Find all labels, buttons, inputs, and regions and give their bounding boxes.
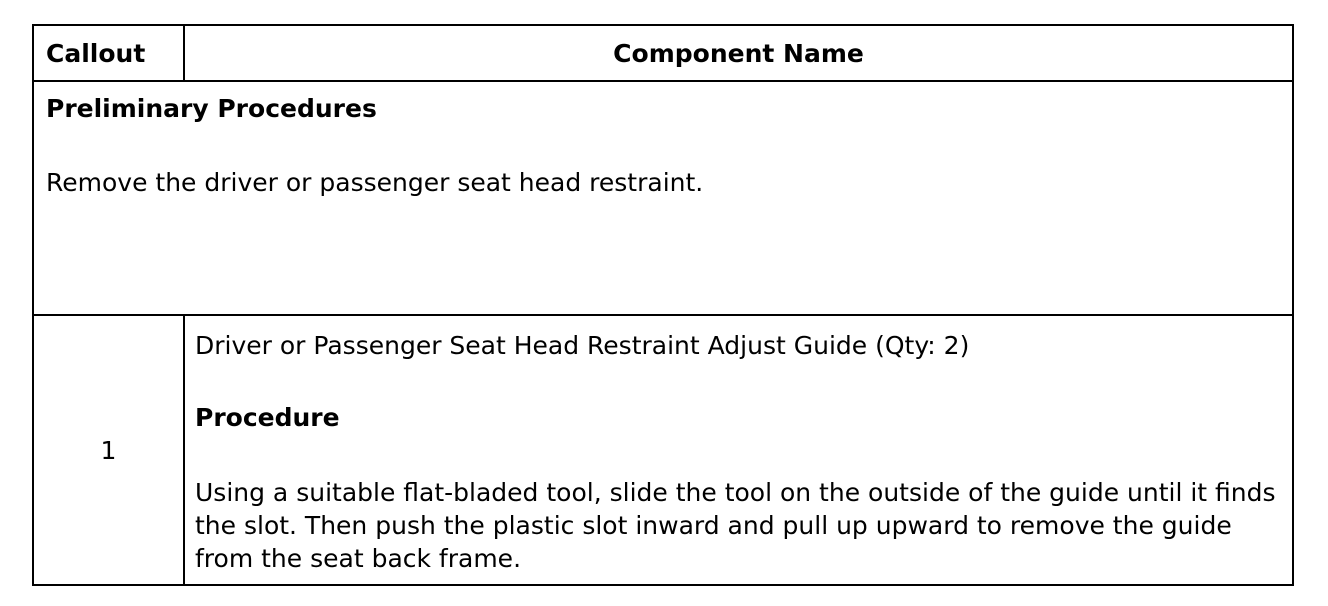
procedure-text: Using a suitable flat-bladed tool, slide the tool on the outside of the guide until it finds the slot. Then push the plastic slot inward and pull up upward to remove the guide from the seat back frame. bbox=[195, 478, 1276, 573]
preliminary-text: Remove the driver or passenger seat head restraint. bbox=[46, 168, 704, 197]
preliminary-row bbox=[33, 81, 1293, 315]
preliminary-heading: Preliminary Procedures bbox=[46, 94, 377, 123]
preliminary-cell bbox=[33, 81, 1293, 315]
component-name-column-header: Component Name bbox=[184, 25, 1293, 81]
component-cell bbox=[184, 315, 1293, 585]
procedure-heading: Procedure bbox=[195, 403, 340, 432]
component-name: Driver or Passenger Seat Head Restraint Adjust Guide (Qty: 2) bbox=[195, 331, 970, 360]
callout-column-header: Callout bbox=[33, 25, 184, 81]
callout-number: 1 bbox=[33, 315, 184, 585]
procedure-table bbox=[32, 24, 1294, 586]
table-row bbox=[33, 315, 1293, 585]
table-header-row bbox=[33, 25, 1293, 81]
